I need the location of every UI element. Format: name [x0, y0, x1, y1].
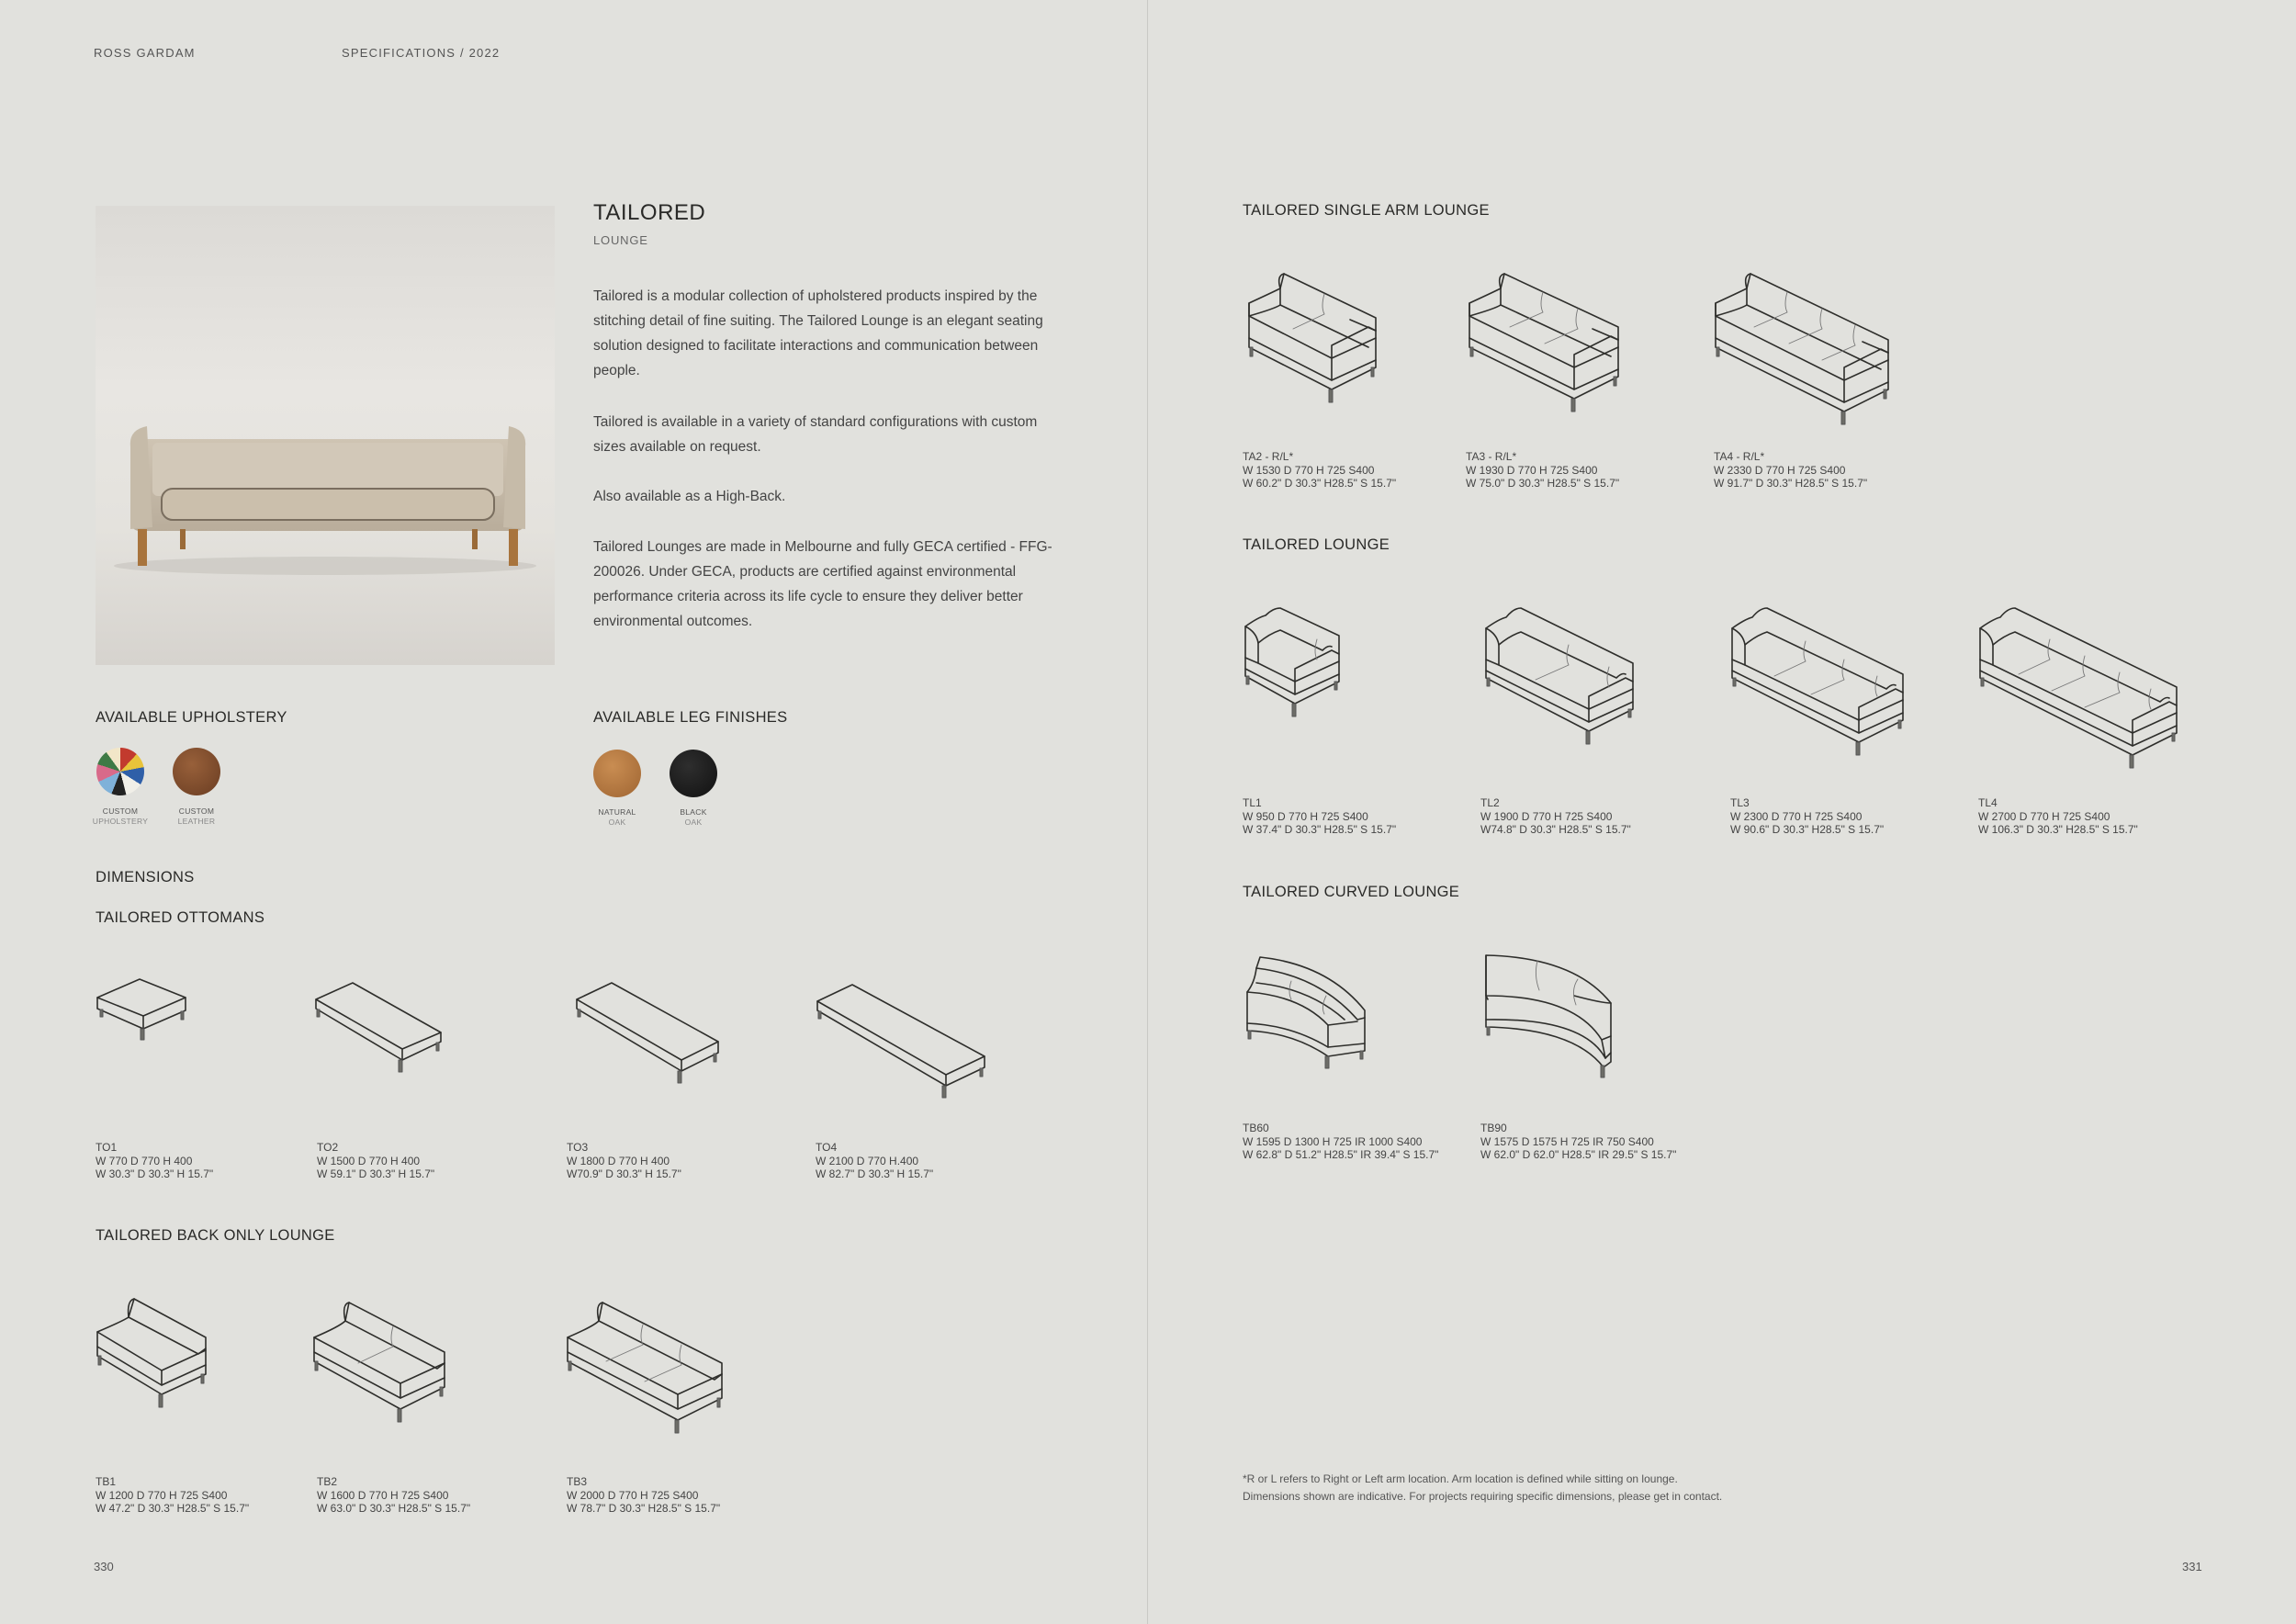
- upholstery-heading: AVAILABLE UPHOLSTERY: [96, 709, 287, 726]
- dimensions-heading: DIMENSIONS: [96, 869, 195, 885]
- ottomans-heading: TAILORED OTTOMANS: [96, 909, 265, 926]
- spec-tl1: TL1 W 950 D 770 H 725 S400 W 37.4" D 30.3" H28.5" S 15.7": [1243, 796, 1397, 836]
- spec-to2: TO2 W 1500 D 770 H 400 W 59.1" D 30.3" H 15.7": [317, 1141, 435, 1180]
- spec-tb1: TB1 W 1200 D 770 H 725 S400 W 47.2" D 30.3" H28.5" S 15.7": [96, 1475, 250, 1515]
- lounge-tl1-drawing: [1244, 606, 1345, 713]
- single-arm-ta3-drawing: [1468, 270, 1624, 408]
- spec-to1: TO1 W 770 D 770 H 400 W 30.3" D 30.3" H 15.7": [96, 1141, 214, 1180]
- curved-tb60-drawing: [1245, 955, 1372, 1075]
- spec-ta2: TA2 - R/L* W 1530 D 770 H 725 S400 W 60.2" D 30.3" H28.5" S 15.7": [1243, 450, 1397, 490]
- spec-to3: TO3 W 1800 D 770 H 400 W70.9" D 30.3" H 15.7": [567, 1141, 681, 1180]
- description-paragraph-2: Tailored is available in a variety of standard configurations with custom sizes available on request.: [593, 414, 1038, 455]
- description-paragraph-4: Tailored Lounges are made in Melbourne and fully GECA certified - FFG-200026. Under GECA, products are certified against environmental performance criteria across its life cycle to ensure they deliver better environmental outcomes.: [593, 539, 1052, 629]
- page-number-right: 331: [2182, 1560, 2202, 1573]
- back-only-tb1-drawing: [96, 1295, 215, 1411]
- spec-tb2: TB2 W 1600 D 770 H 725 S400 W 63.0" D 30.3" H28.5" S 15.7": [317, 1475, 471, 1515]
- back-only-heading: TAILORED BACK ONLY LOUNGE: [96, 1227, 335, 1244]
- spec-tl4: TL4 W 2700 D 770 H 725 S400 W 106.3" D 30.3" H28.5" S 15.7": [1978, 796, 2138, 836]
- spec-tb60: TB60 W 1595 D 1300 H 725 IR 1000 S400 W 62.8" D 51.2" H28.5" IR 39.4" S 15.7": [1243, 1122, 1439, 1161]
- footnote-dimensions: Dimensions shown are indicative. For projects requiring specific dimensions, please get in contact.: [1243, 1490, 1723, 1503]
- lounge-tl2-drawing: [1484, 606, 1638, 742]
- spec-to4: TO4 W 2100 D 770 H.400 W 82.7" D 30.3" H 15.7": [816, 1141, 934, 1180]
- leg-finishes-heading: AVAILABLE LEG FINISHES: [593, 709, 788, 726]
- footnote-arm-location: *R or L refers to Right or Left arm location. Arm location is defined while sitting on lounge.: [1243, 1472, 1678, 1485]
- swatch-label-leather: CUSTOM LEATHER: [177, 806, 216, 826]
- page-number-left: 330: [94, 1560, 114, 1573]
- lounge-tl3-drawing: [1730, 606, 1908, 759]
- sofa-image: [96, 206, 555, 665]
- footnotes: [1243, 1471, 1722, 1506]
- curved-heading: TAILORED CURVED LOUNGE: [1243, 884, 1460, 900]
- swatch-label-upholstery: CUSTOM UPHOLSTERY: [92, 806, 149, 826]
- back-only-tb3-drawing: [566, 1299, 727, 1440]
- spec-ta4: TA4 - R/L* W 2330 D 770 H 725 S400 W 91.7" D 30.3" H28.5" S 15.7": [1714, 450, 1868, 490]
- description-paragraph-1: Tailored is a modular collection of upholstered products inspired by the stitching detail of fine suiting. The Tailored Lounge is an elegant seating solution designed to facilitate interactions and communication between people.: [593, 288, 1043, 378]
- spec-tl2: TL2 W 1900 D 770 H 725 S400 W74.8" D 30.3" H28.5" S 15.7": [1480, 796, 1631, 836]
- swatch-black-oak[interactable]: [670, 750, 717, 797]
- back-only-tb2-drawing: [312, 1299, 450, 1426]
- swatch-label-black-oak: BLACK OAK: [680, 807, 707, 827]
- lounge-tl4-drawing: [1978, 606, 2182, 772]
- ottoman-to4-drawing: [816, 983, 990, 1108]
- page-divider: [1147, 0, 1148, 1624]
- swatch-custom-upholstery[interactable]: [96, 748, 144, 795]
- product-title: TAILORED: [593, 200, 706, 225]
- swatch-label-natural-oak: NATURAL OAK: [598, 807, 636, 827]
- product-photo: [96, 206, 555, 665]
- spec-tb3: TB3 W 2000 D 770 H 725 S400 W 78.7" D 30.3" H28.5" S 15.7": [567, 1475, 721, 1515]
- product-subtitle: LOUNGE: [593, 233, 648, 247]
- swatch-natural-oak[interactable]: [593, 750, 641, 797]
- single-arm-ta4-drawing: [1714, 270, 1894, 423]
- ottoman-to1-drawing: [96, 977, 197, 1060]
- single-arm-heading: TAILORED SINGLE ARM LOUNGE: [1243, 202, 1490, 219]
- spec-tl3: TL3 W 2300 D 770 H 725 S400 W 90.6" D 30.3" H28.5" S 15.7": [1730, 796, 1885, 836]
- brand-name: ROSS GARDAM: [94, 46, 196, 60]
- single-arm-ta2-drawing: [1247, 270, 1383, 397]
- ottoman-to2-drawing: [314, 981, 452, 1082]
- spec-ta3: TA3 - R/L* W 1930 D 770 H 725 S400 W 75.0" D 30.3" H28.5" S 15.7": [1466, 450, 1620, 490]
- lounge-heading: TAILORED LOUNGE: [1243, 536, 1390, 553]
- spec-tb90: TB90 W 1575 D 1575 H 725 IR 750 S400 W 62.0" D 62.0" H28.5" IR 29.5" S 15.7": [1480, 1122, 1677, 1161]
- curved-tb90-drawing: [1482, 953, 1616, 1082]
- section-title: SPECIFICATIONS / 2022: [342, 46, 501, 60]
- description-paragraph-3: Also available as a High-Back.: [593, 489, 786, 504]
- ottoman-to3-drawing: [575, 981, 731, 1095]
- swatch-custom-leather[interactable]: [173, 748, 220, 795]
